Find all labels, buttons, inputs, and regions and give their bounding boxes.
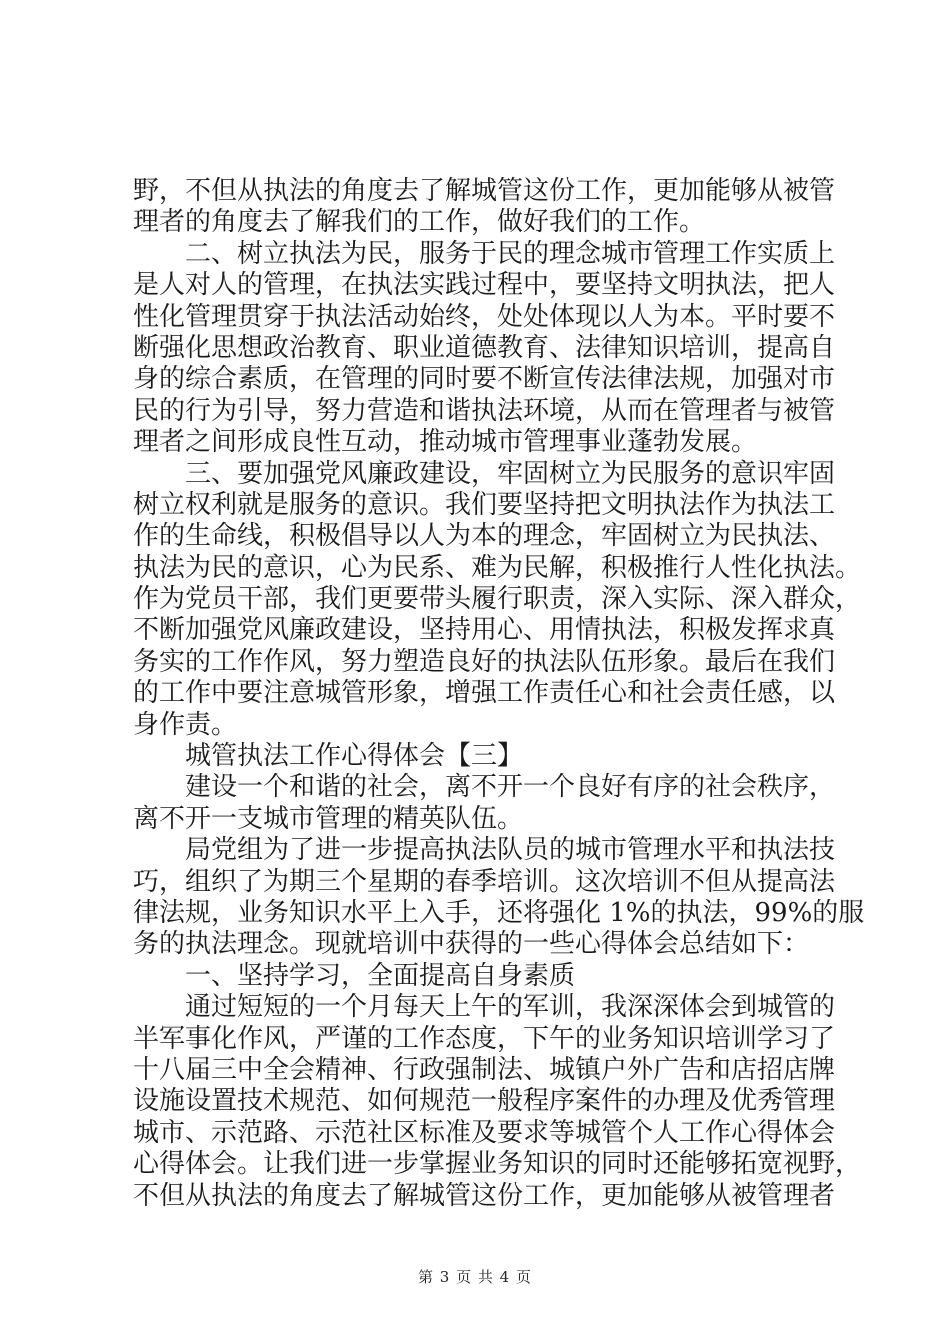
text-line: 断强化思想政治教育、职业道德教育、法律知识培训，提高自 [133, 332, 836, 363]
text-line: 不断加强党风廉政建设，坚持用心、用情执法，积极发挥求真 [133, 615, 836, 646]
page-footer: 第 3 页 共 4 页 [418, 1268, 532, 1286]
text-line: 二、树立执法为民，服务于民的理念城市管理工作实质上 [185, 238, 836, 269]
text-line: 作为党员干部，我们更要带头履行职责，深入实际、深入群众， [133, 584, 862, 615]
text-line: 离不开一支城市管理的精英队伍。 [133, 803, 524, 834]
text-line: 心得体会。让我们进一步掌握业务知识的同时还能够拓宽视野， [133, 1149, 862, 1180]
text-line: 务的执法理念。现就培训中获得的一些心得体会总结如下： [133, 929, 810, 960]
document-body [133, 176, 865, 1212]
text-line: 通过短短的一个月每天上午的军训，我深深体会到城管的 [185, 992, 836, 1023]
text-line: 建设一个和谐的社会，离不开一个良好有序的社会秩序， [185, 772, 836, 803]
text-line: 身的综合素质，在管理的同时要不断宣传法律法规，加强对市 [133, 364, 836, 395]
text-line: 十八届三中全会精神、行政强制法、城镇户外广告和店招店牌 [133, 1054, 836, 1085]
text-line: 野，不但从执法的角度去了解城管这份工作，更加能够从被管 [133, 176, 836, 206]
text-line: 半军事化作风，严谨的工作态度，下午的业务知识培训学习了 [133, 1023, 836, 1054]
text-line: 一、坚持学习，全面提高自身素质 [185, 960, 576, 991]
text-line: 性化管理贯穿于执法活动始终，处处体现以人为本。平时要不 [133, 301, 836, 332]
text-line: 设施设置技术规范、如何规范一般程序案件的办理及优秀管理 [133, 1086, 836, 1117]
text-line: 巧，组织了为期三个星期的春季培训。这次培训不但从提高法 [133, 866, 836, 897]
text-line: 是人对人的管理，在执法实践过程中，要坚持文明执法，把人 [133, 270, 836, 301]
text-line: 身作责。 [133, 709, 238, 740]
text-line: 不但从执法的角度去了解城管这份工作，更加能够从被管理者 [133, 1180, 836, 1211]
text-line: 执法为民的意识，心为民系、难为民解，积极推行人性化执法。 [133, 552, 862, 583]
text-line: 理者之间形成良性互动，推动城市管理事业蓬勃发展。 [133, 427, 758, 458]
text-line: 城市、示范路、示范社区标准及要求等城管个人工作心得体会 [133, 1117, 836, 1148]
text-line: 树立权利就是服务的意识。我们要坚持把文明执法作为执法工 [133, 489, 836, 520]
text-line: 的工作中要注意城管形象，增强工作责任心和社会责任感，以 [133, 678, 836, 709]
text-line: 城管执法工作心得体会【三】 [185, 741, 524, 772]
text-line: 作的生命线，积极倡导以人为本的理念，牢固树立为民执法、 [133, 521, 836, 552]
text-line: 务实的工作作风，努力塑造良好的执法队伍形象。最后在我们 [133, 646, 836, 677]
text-line: 理者的角度去了解我们的工作，做好我们的工作。 [133, 207, 706, 238]
text-line: 律法规，业务知识水平上入手，还将强化 1%的执法，99%的服 [133, 897, 865, 928]
text-line: 局党组为了进一步提高执法队员的城市管理水平和执法技 [185, 835, 836, 866]
text-line: 三、要加强党风廉政建设，牢固树立为民服务的意识牢固 [185, 458, 836, 489]
text-line: 民的行为引导，努力营造和谐执法环境，从而在管理者与被管 [133, 395, 836, 426]
